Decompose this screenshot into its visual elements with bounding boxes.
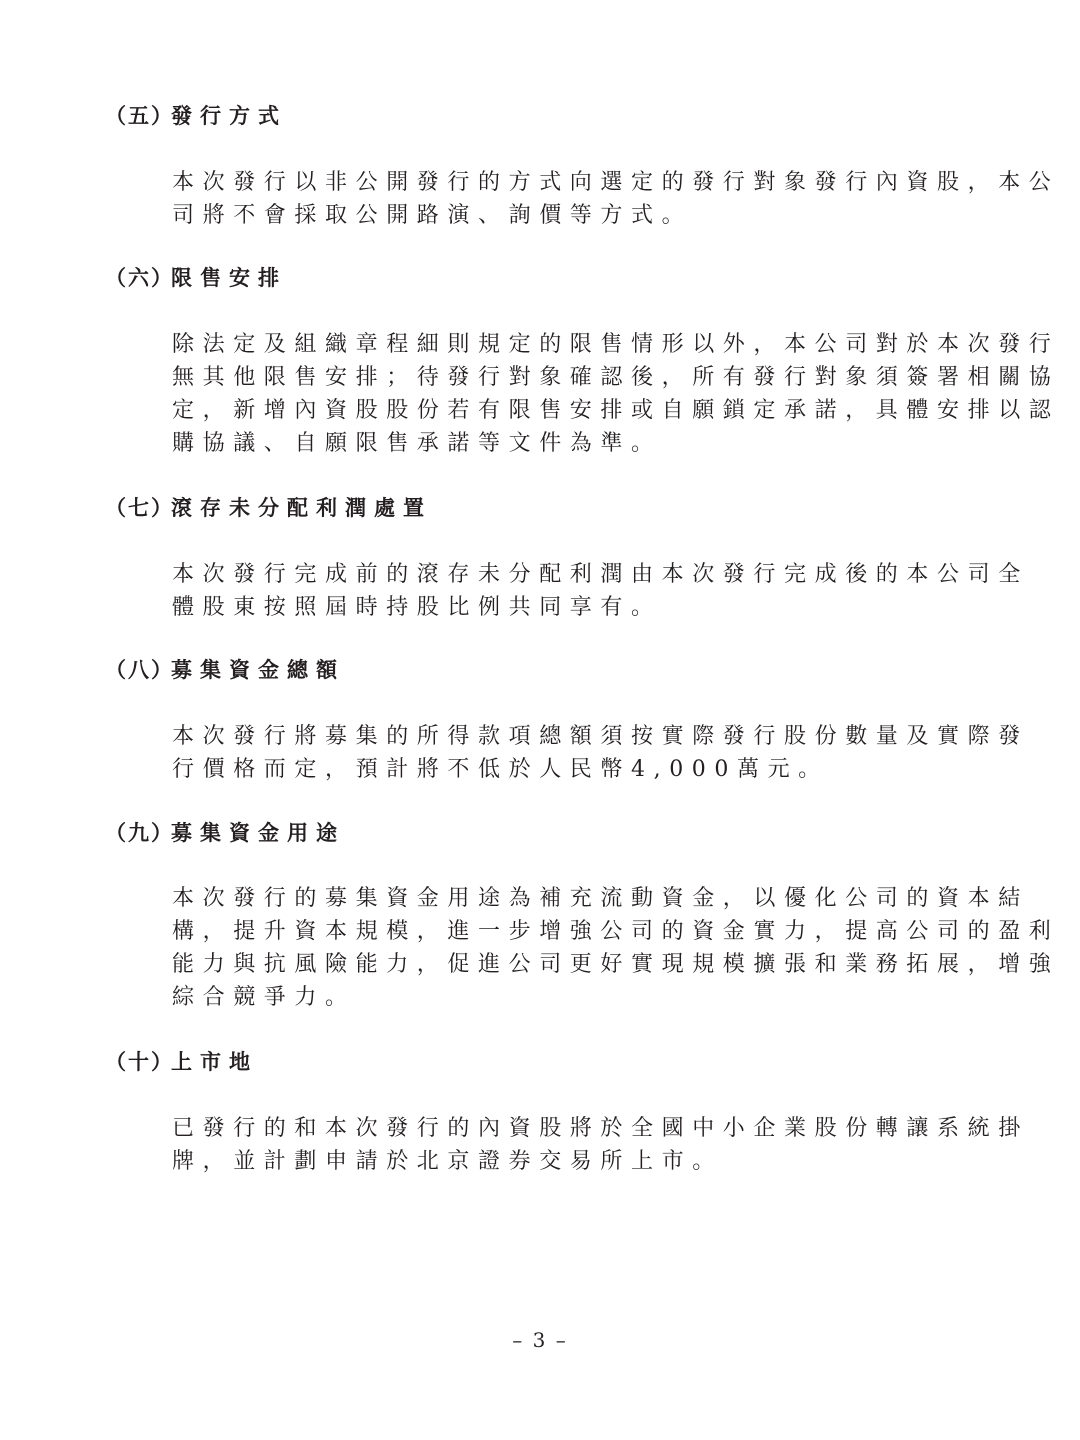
section-title: 限售安排 [171,265,287,290]
paragraph-line: 本次發行以非公開發行的方式向選定的發行對象發行內資股，本公 [172,170,1060,195]
section-heading-7 [105,493,432,523]
paragraph-line: 牌，並計劃申請於北京證券交易所上市。 [172,1149,723,1174]
paragraph-line: 本次發行的募集資金用途為補充流動資金，以優化公司的資本結 [172,886,1029,911]
section-heading-10 [105,1047,258,1077]
paragraph-line: 本次發行完成前的滾存未分配利潤由本次發行完成後的本公司全 [172,562,1029,587]
paragraph-line: 綜合競爭力。 [172,985,356,1010]
section-paragraph-8 [172,720,1029,786]
section-number: （六） [105,265,174,290]
paragraph-line: 無其他限售安排；待發行對象確認後，所有發行對象須簽署相關協 [172,365,1060,390]
section-number: （九） [105,820,174,845]
paragraph-line: 已發行的和本次發行的內資股將於全國中小企業股份轉讓系統掛 [172,1116,1029,1141]
section-heading-8 [105,655,345,685]
paragraph-line: 購協議、自願限售承諾等文件為準。 [172,431,662,456]
paragraph-line: 司將不會採取公開路演、詢價等方式。 [172,203,693,228]
section-title: 募集資金用途 [171,820,345,845]
section-number: （五） [105,103,174,128]
section-paragraph-5 [172,166,1060,232]
section-number: （八） [105,657,174,682]
section-title: 發行方式 [171,103,287,128]
section-title: 滾存未分配利潤處置 [171,495,432,520]
paragraph-line: 行價格而定，預計將不低於人民幣4,000萬元。 [172,757,829,782]
section-title: 上市地 [171,1049,258,1074]
paragraph-line: 能力與抗風險能力，促進公司更好實現規模擴張和業務拓展，增強 [172,952,1060,977]
section-paragraph-10 [172,1112,1029,1178]
section-number: （十） [105,1049,174,1074]
section-paragraph-9 [172,882,1060,1014]
section-heading-5 [105,101,287,131]
section-number: （七） [105,495,174,520]
paragraph-line: 構，提升資本規模，進一步增強公司的資金實力，提高公司的盈利 [172,919,1060,944]
paragraph-line: 除法定及組織章程細則規定的限售情形以外，本公司對於本次發行 [172,332,1060,357]
paragraph-line: 定，新增內資股股份若有限售安排或自願鎖定承諾，具體安排以認 [172,398,1060,423]
paragraph-line: 本次發行將募集的所得款項總額須按實際發行股份數量及實際發 [172,724,1029,749]
section-paragraph-7 [172,558,1029,624]
page-number: – 3 – [512,1328,568,1352]
section-paragraph-6 [172,328,1060,460]
section-heading-9 [105,818,345,848]
section-heading-6 [105,263,287,293]
section-title: 募集資金總額 [171,657,345,682]
paragraph-line: 體股東按照屆時持股比例共同享有。 [172,595,662,620]
